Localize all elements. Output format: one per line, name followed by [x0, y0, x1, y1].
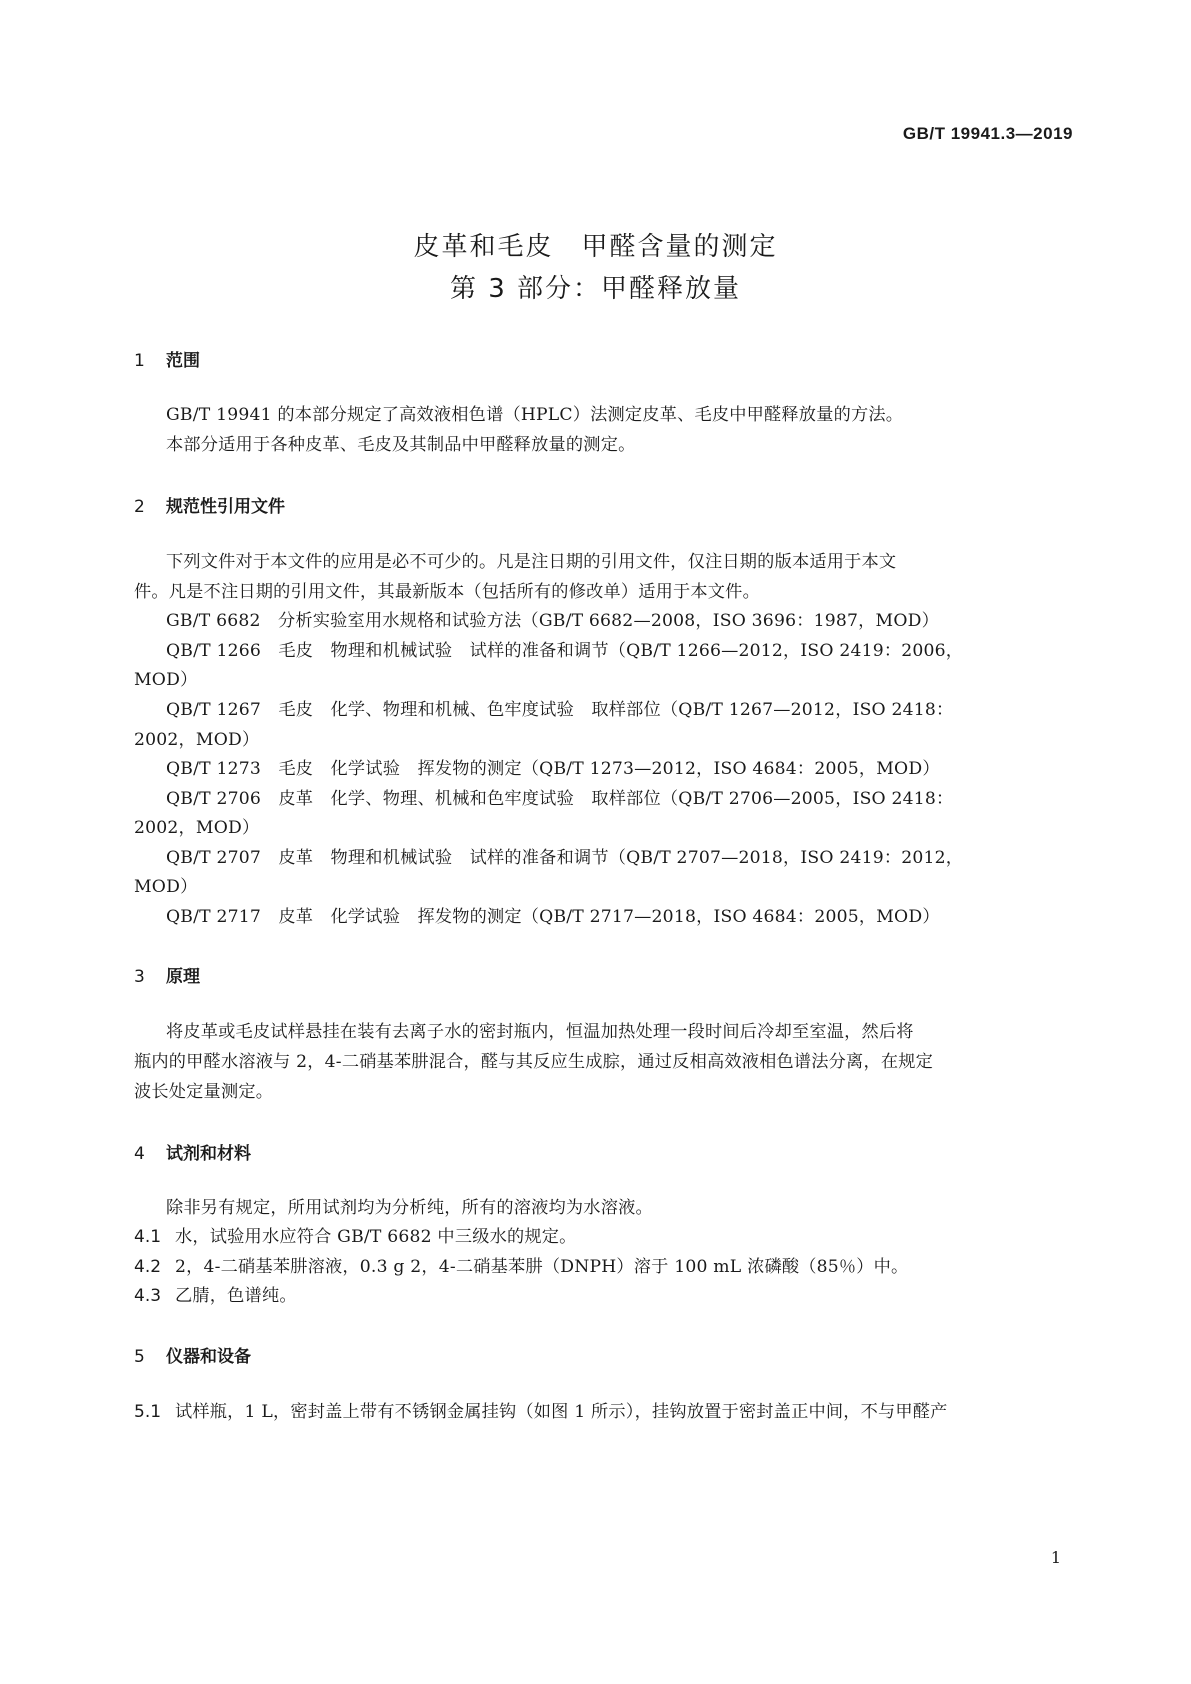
- reference-item: QB/T 1273 毛皮 化学试验 挥发物的测定（QB/T 1273—2012，ISO 4684：2005，MOD）: [166, 759, 940, 779]
- item-text: 2，4-二硝基苯肼溶液，0.3 g 2，4-二硝基苯肼（DNPH）溶于 100 mL 浓磷酸（85％）中。: [175, 1257, 909, 1277]
- section-title: 仪器和设备: [166, 1347, 251, 1367]
- section-title: 原理: [166, 967, 200, 987]
- reference-item-continued: 2002，MOD）: [134, 730, 260, 750]
- paragraph: 将皮革或毛皮试样悬挂在装有去离子水的密封瓶内，恒温加热处理一段时间后冷却至室温，然后将: [166, 1022, 914, 1042]
- reference-item: QB/T 1267 毛皮 化学、物理和机械、色牢度试验 取样部位（QB/T 1267—2012，ISO 2418：: [166, 700, 954, 720]
- item-text: 乙腈，色谱纯。: [175, 1286, 297, 1306]
- section-title: 规范性引用文件: [166, 497, 285, 517]
- reference-item: GB/T 6682 分析实验室用水规格和试验方法（GB/T 6682—2008，ISO 3696：1987，MOD）: [166, 611, 939, 631]
- document-title: 皮革和毛皮 甲醛含量的测定: [413, 232, 778, 262]
- item-text: 试样瓶，1 L，密封盖上带有不锈钢金属挂钩（如图 1 所示），挂钩放置于密封盖正中间，不与甲醛产: [175, 1402, 948, 1422]
- section-4-heading: [134, 1139, 251, 1164]
- section-1-heading: [134, 346, 200, 371]
- section-number: 3: [134, 967, 145, 987]
- paragraph: 件。凡是不注日期的引用文件，其最新版本（包括所有的修改单）适用于本文件。: [134, 582, 760, 602]
- reference-item: QB/T 2707 皮革 物理和机械试验 试样的准备和调节（QB/T 2707—2018，ISO 2419：2012，: [166, 848, 964, 868]
- section-2-heading: [134, 492, 285, 517]
- section-title: 范围: [166, 351, 200, 371]
- reference-item-continued: 2002，MOD）: [134, 818, 260, 838]
- paragraph: 除非另有规定，所用试剂均为分析纯，所有的溶液均为水溶液。: [166, 1198, 653, 1218]
- document-subtitle: 第 3 部分：甲醛释放量: [449, 274, 742, 304]
- item-number: 4.3: [134, 1286, 162, 1306]
- item-number: 4.1: [134, 1227, 162, 1247]
- section-title: 试剂和材料: [166, 1144, 251, 1164]
- section-3-heading: [134, 962, 200, 987]
- section-5-heading: [134, 1342, 251, 1367]
- section-number: 4: [134, 1144, 145, 1164]
- paragraph: GB/T 19941 的本部分规定了高效液相色谱（HPLC）法测定皮革、毛皮中甲醛释放量的方法。: [166, 405, 904, 425]
- reference-item: QB/T 1266 毛皮 物理和机械试验 试样的准备和调节（QB/T 1266—2012，ISO 2419：2006，: [166, 641, 964, 661]
- reference-item: QB/T 2706 皮革 化学、物理、机械和色牢度试验 取样部位（QB/T 2706—2005，ISO 2418：: [166, 789, 954, 809]
- paragraph: 波长处定量测定。: [134, 1082, 274, 1102]
- reference-item: QB/T 2717 皮革 化学试验 挥发物的测定（QB/T 2717—2018，ISO 4684：2005，MOD）: [166, 907, 940, 927]
- standard-code: GB/T 19941.3—2019: [902, 124, 1073, 143]
- reference-item-continued: MOD）: [134, 670, 198, 690]
- item-text: 水，试验用水应符合 GB/T 6682 中三级水的规定。: [175, 1227, 577, 1247]
- paragraph: 下列文件对于本文件的应用是必不可少的。凡是注日期的引用文件，仅注日期的版本适用于本文: [166, 552, 897, 572]
- section-number: 2: [134, 497, 145, 517]
- page-number: 1: [1050, 1548, 1061, 1567]
- section-number: 1: [134, 351, 145, 371]
- section-number: 5: [134, 1347, 145, 1367]
- reference-item-continued: MOD）: [134, 877, 198, 897]
- item-number: 5.1: [134, 1402, 162, 1422]
- paragraph: 本部分适用于各种皮革、毛皮及其制品中甲醛释放量的测定。: [166, 435, 636, 455]
- paragraph: 瓶内的甲醛水溶液与 2，4-二硝基苯肼混合，醛与其反应生成腙，通过反相高效液相色谱法分离，在规定: [134, 1052, 933, 1072]
- item-number: 4.2: [134, 1257, 162, 1277]
